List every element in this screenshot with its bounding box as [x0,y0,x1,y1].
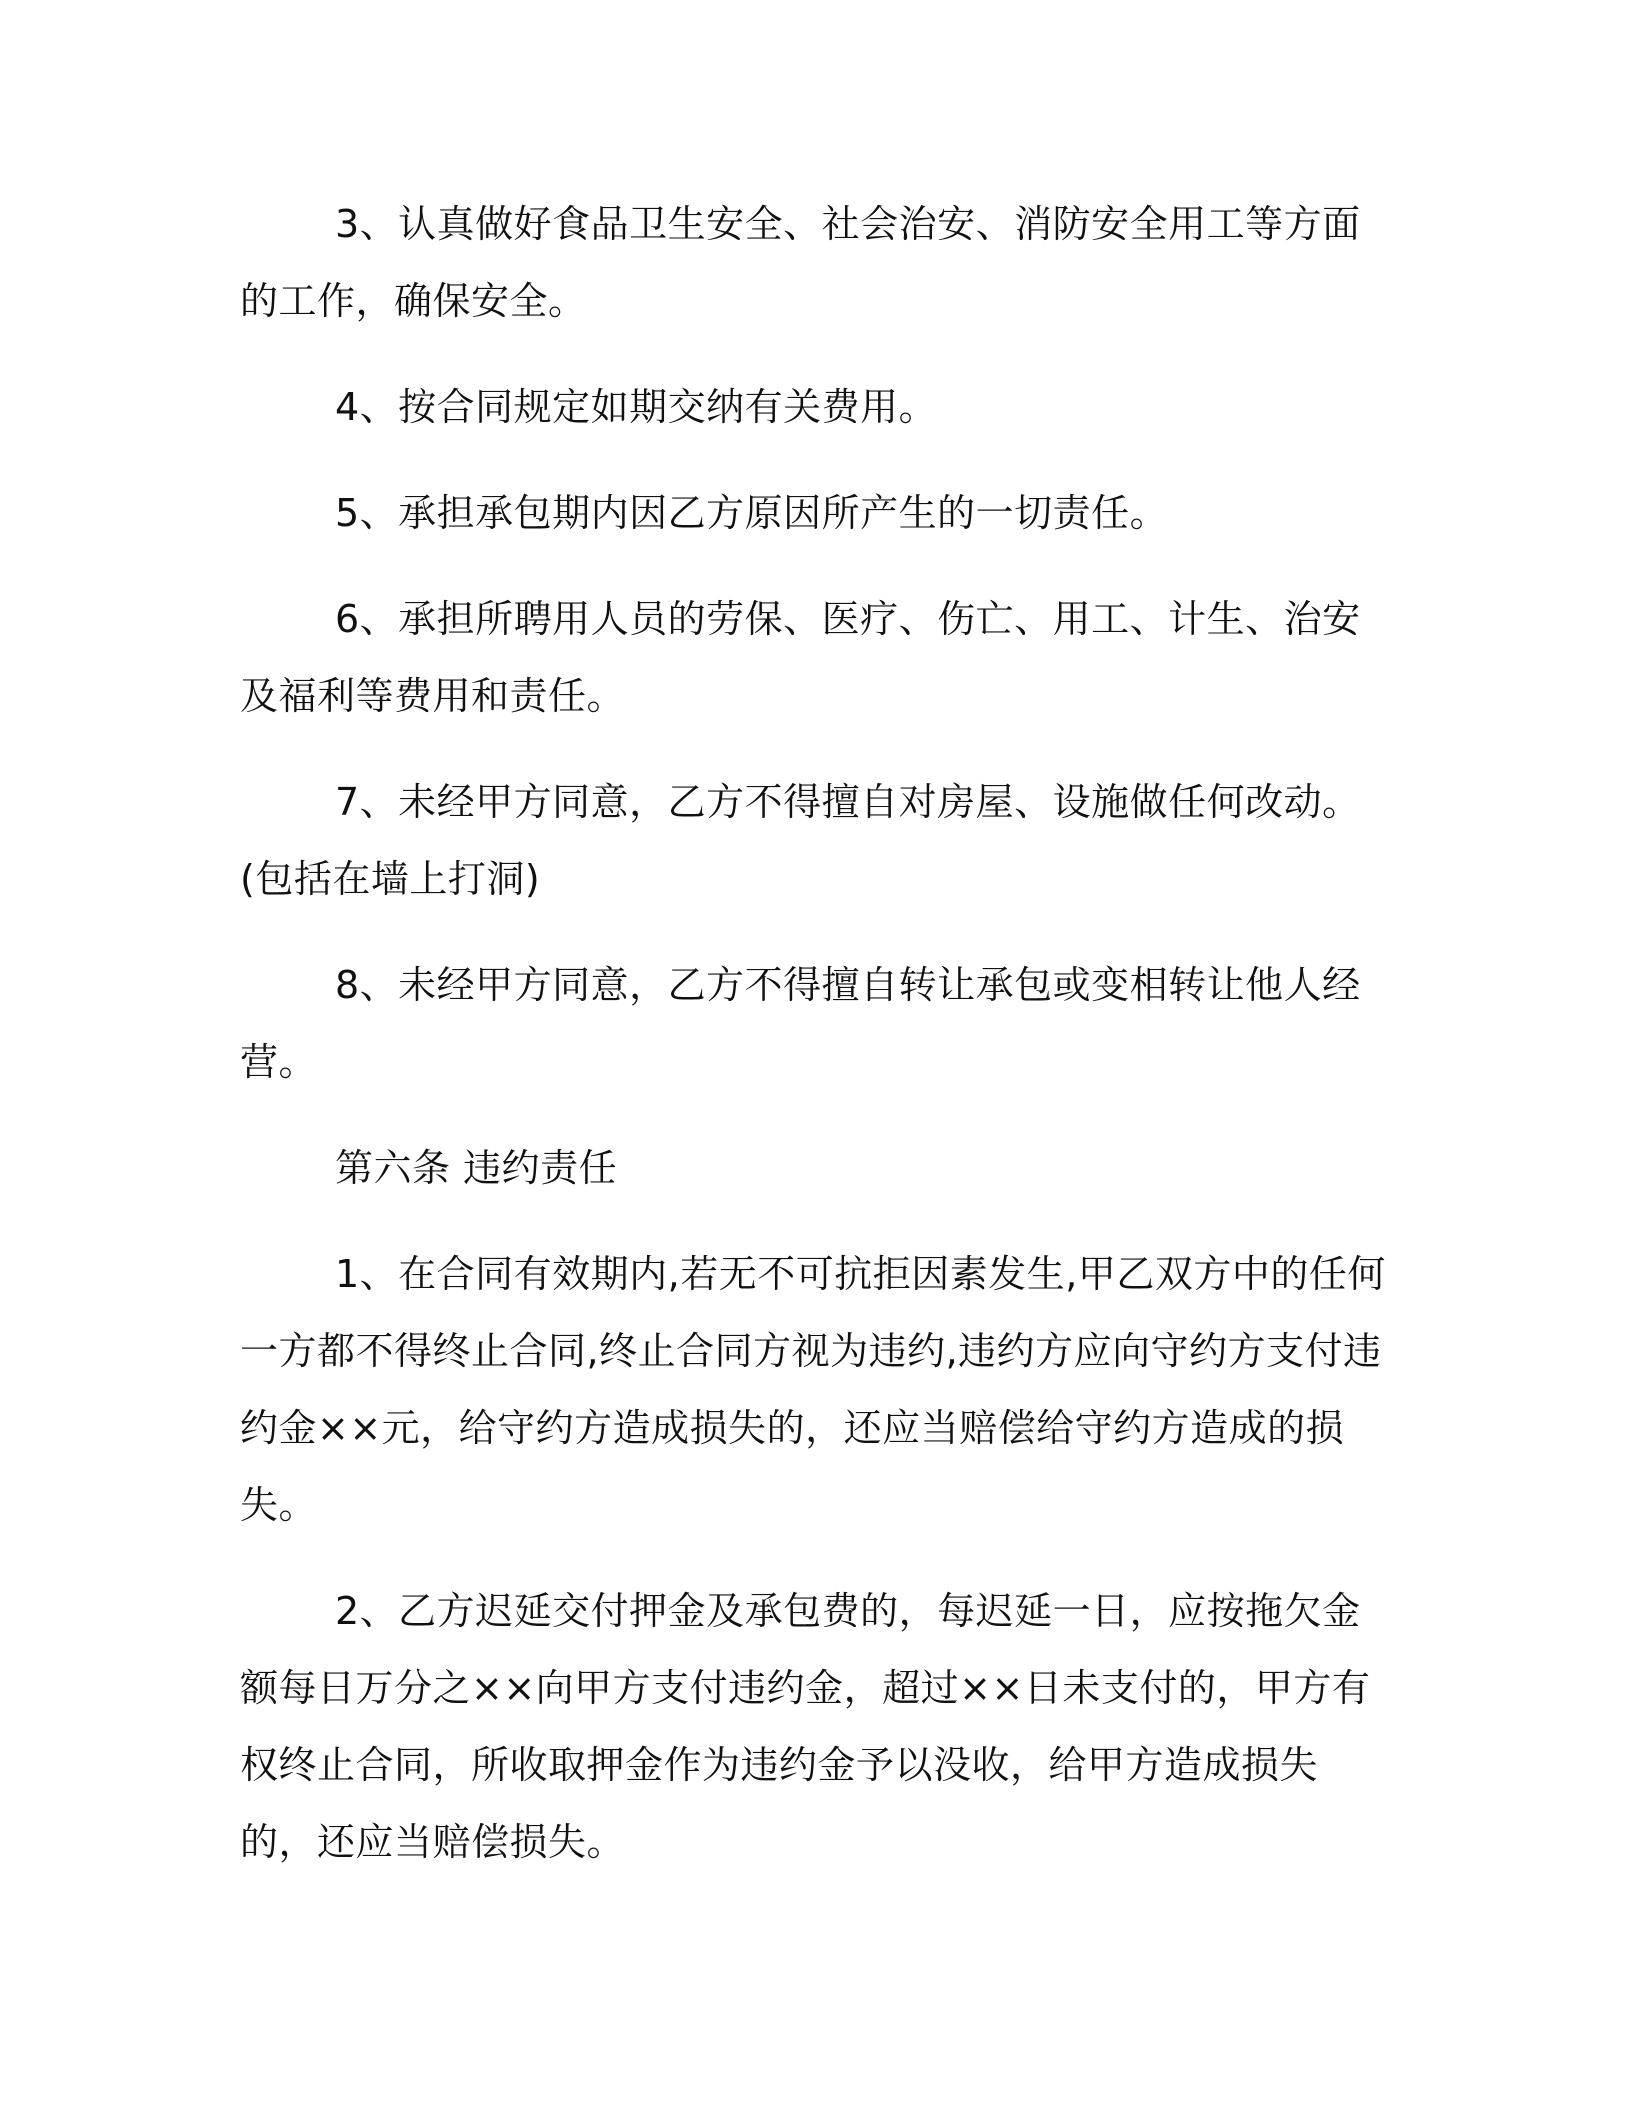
section-heading: 第六条 违约责任 [335,1146,618,1190]
clause-3: 3、认真做好食品卫生安全、社会治安、消防安全用工等方面的工作，确保安全。 [240,202,1361,323]
clause-8: 8、未经甲方同意，乙方不得擅自转让承包或变相转让他人经营。 [240,963,1361,1084]
breach-clause-1: 1、在合同有效期内,若无不可抗拒因素发生,甲乙双方中的任何一方都不得终止合同,终止合同方视为违约,违约方应向守约方支付违约金××元，给守约方造成损失的，还应当赔偿给守约方造成的损失。 [240,1252,1386,1527]
clause-4: 4、按合同规定如期交纳有关费用。 [335,385,938,429]
clause-5: 5、承担承包期内因乙方原因所产生的一切责任。 [335,491,1169,535]
clause-7: 7、未经甲方同意，乙方不得擅自对房屋、设施做任何改动。(包括在墙上打洞) [240,780,1361,901]
document-body [240,186,1390,1910]
clause-6: 6、承担所聘用人员的劳保、医疗、伤亡、用工、计生、治安及福利等费用和责任。 [240,597,1361,718]
breach-clause-2: 2、乙方迟延交付押金及承包费的，每迟延一日，应按拖欠金额每日万分之××向甲方支付违约金，超过××日未支付的，甲方有权终止合同，所收取押金作为违约金予以没收，给甲方造成损失的，还应当赔偿损失。 [240,1589,1371,1864]
